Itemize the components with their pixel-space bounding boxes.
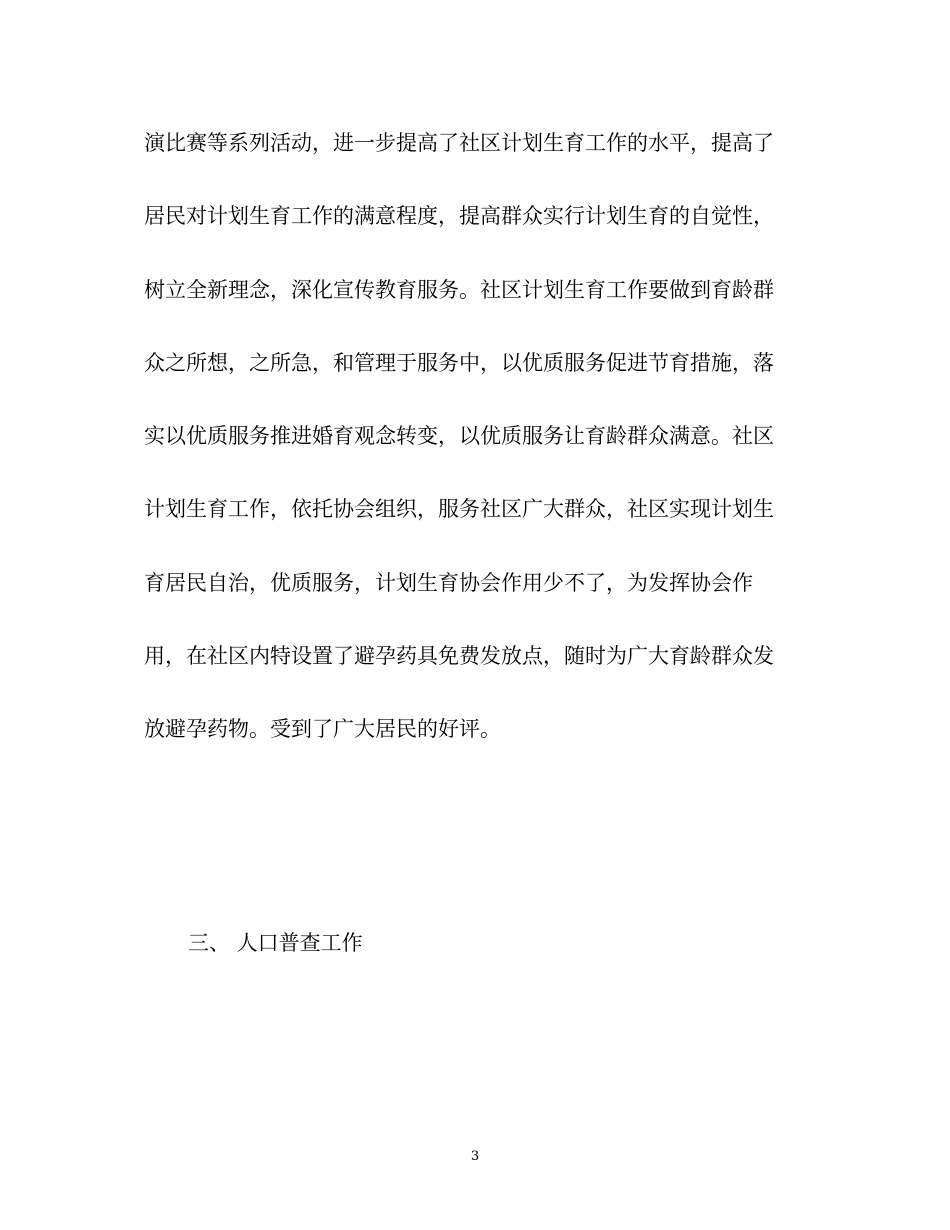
- paragraph-line: 计划生育工作，依托协会组织，服务社区广大群众，社区实现计划生: [144, 497, 774, 522]
- paragraph-line: 放避孕药物。受到了广大居民的好评。: [144, 717, 501, 742]
- paragraph-line: 居民对计划生育工作的满意程度，提高群众实行计划生育的自觉性，: [144, 204, 774, 229]
- paragraph-line: 演比赛等系列活动，进一步提高了社区计划生育工作的水平，提高了: [144, 131, 774, 155]
- body-paragraph: [144, 120, 809, 780]
- paragraph-line: 众之所想，之所急，和管理于服务中，以优质服务促进节育措施，落: [144, 350, 774, 375]
- paragraph-line: 树立全新理念，深化宣传教育服务。社区计划生育工作要做到育龄群: [144, 277, 774, 302]
- paragraph-line: 育居民自治，优质服务，计划生育协会作用少不了，为发挥协会作: [144, 570, 753, 595]
- paragraph-line: 实以优质服务推进婚育观念转变，以优质服务让育龄群众满意。社区: [144, 424, 774, 449]
- page-number: 3: [470, 1149, 480, 1164]
- paragraph-line: 用，在社区内特设置了避孕药具免费发放点，随时为广大育龄群众发: [144, 644, 774, 669]
- section-heading: 三、 人口普查工作: [188, 931, 363, 955]
